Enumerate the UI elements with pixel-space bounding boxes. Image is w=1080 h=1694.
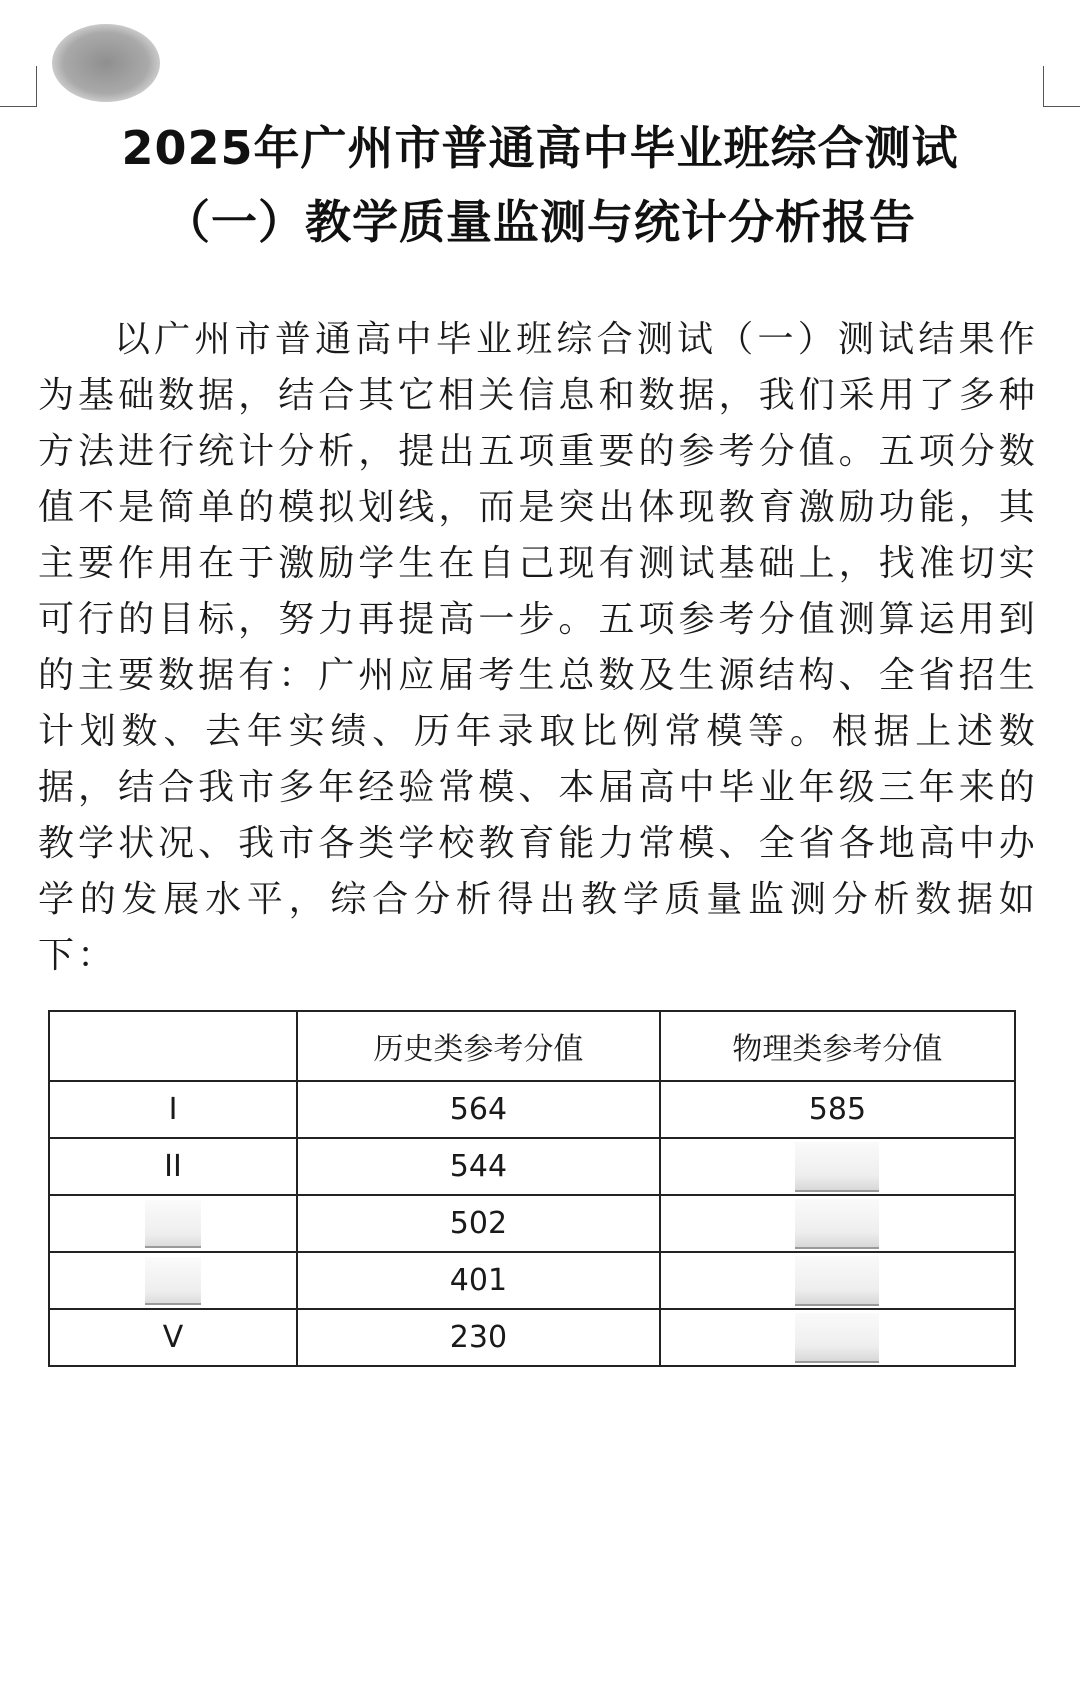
report-title-line-2: （一）教学质量监测与统计分析报告 — [164, 195, 916, 249]
redacted-value — [145, 1200, 201, 1248]
report-title-line-1: 2025年广州市普通高中毕业班综合测试 — [121, 121, 959, 175]
level-cell: V — [49, 1309, 297, 1366]
physics-score-cell — [660, 1309, 1015, 1366]
reference-score-table — [48, 1010, 1016, 1367]
table-header-row — [49, 1011, 1015, 1081]
level-cell: I — [49, 1081, 297, 1138]
history-score-cell: 502 — [297, 1195, 660, 1252]
crop-mark-left — [0, 66, 37, 107]
physics-score-cell — [660, 1138, 1015, 1195]
redacted-value — [145, 1257, 201, 1305]
table-row — [49, 1081, 1015, 1138]
table-row — [49, 1138, 1015, 1195]
intro-paragraph: 以广州市普通高中毕业班综合测试（一）测试结果作为基础数据，结合其它相关信息和数据，我们采用了多种方法进行统计分析，提出五项重要的参考分值。五项分数值不是简单的模拟划线，而是突出体现教育激励功能，其主要作用在于激励学生在自己现有测试基础上，找准切实可行的目标，努力再提高一步。五项参考分值测算运用到的主要数据有：广州应届考生总数及生源结构、全省招生计划数、去年实绩、历年录取比例常模等。根据上述数据，结合我市多年经验常模、本届高中毕业年级三年来的教学状况、我市各类学校教育能力常模、全省各地高中办学的发展水平，综合分析得出教学质量监测分析数据如下： — [38, 319, 1038, 976]
redacted-value — [795, 1313, 879, 1363]
header-level — [49, 1011, 297, 1081]
history-score-cell: 544 — [297, 1138, 660, 1195]
physics-score-cell — [660, 1195, 1015, 1252]
history-score-cell: 401 — [297, 1252, 660, 1309]
table-row — [49, 1252, 1015, 1309]
redacted-value — [795, 1256, 879, 1306]
physics-score-cell — [660, 1252, 1015, 1309]
crop-mark-right — [1043, 66, 1080, 107]
header-history: 历史类参考分值 — [297, 1011, 660, 1081]
blurred-avatar — [52, 24, 160, 102]
level-cell: II — [49, 1138, 297, 1195]
level-cell — [49, 1195, 297, 1252]
level-cell — [49, 1252, 297, 1309]
history-score-cell: 564 — [297, 1081, 660, 1138]
physics-score-cell: 585 — [660, 1081, 1015, 1138]
redacted-value — [795, 1142, 879, 1192]
table-row — [49, 1195, 1015, 1252]
header-physics: 物理类参考分值 — [660, 1011, 1015, 1081]
history-score-cell: 230 — [297, 1309, 660, 1366]
redacted-value — [795, 1199, 879, 1249]
table-row — [49, 1309, 1015, 1366]
